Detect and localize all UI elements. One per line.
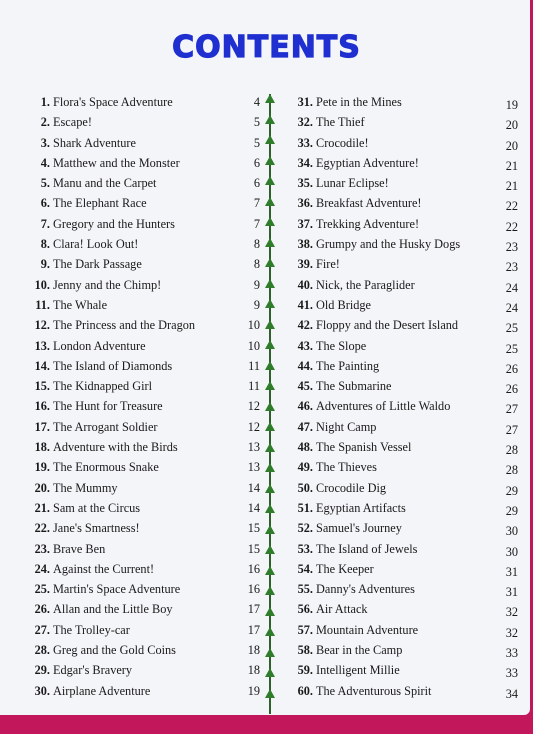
toc-entry bbox=[286, 356, 518, 376]
entry-number: 2. bbox=[40, 115, 50, 130]
entry-page-number: 15 bbox=[247, 541, 260, 556]
entry-page-number: 34 bbox=[505, 686, 518, 701]
toc-entry bbox=[286, 579, 518, 599]
entry-title: Jenny and the Chimp! bbox=[53, 277, 162, 292]
toc-entry bbox=[286, 457, 518, 477]
entry-number: 3. bbox=[40, 135, 50, 150]
entry-title: Night Camp bbox=[316, 419, 377, 434]
toc-entry bbox=[286, 315, 518, 335]
entry-title: Breakfast Adventure! bbox=[316, 196, 422, 211]
entry-page-number: 14 bbox=[247, 480, 260, 495]
entry-number: 25. bbox=[34, 582, 50, 597]
entry-title: The Adventurous Spirit bbox=[316, 683, 432, 698]
arrow-up-icon bbox=[265, 340, 275, 349]
entry-title: Fire! bbox=[316, 257, 340, 272]
entry-page-number: 26 bbox=[505, 361, 518, 376]
arrow-up-icon bbox=[265, 135, 275, 144]
entry-number: 13. bbox=[34, 338, 50, 353]
toc-entry bbox=[286, 133, 518, 153]
entry-number: 15. bbox=[34, 379, 50, 394]
toc-entry bbox=[24, 620, 260, 640]
entry-page-number: 12 bbox=[247, 399, 260, 414]
toc-entry bbox=[286, 396, 518, 416]
arrow-up-icon bbox=[265, 94, 275, 103]
entry-page-number: 7 bbox=[253, 216, 260, 231]
entry-title: Airplane Adventure bbox=[53, 683, 151, 698]
arrow-up-icon bbox=[265, 463, 275, 472]
entry-number: 29. bbox=[34, 663, 50, 678]
entry-number: 27. bbox=[34, 622, 50, 637]
entry-title: London Adventure bbox=[53, 338, 146, 353]
toc-entry bbox=[24, 681, 260, 701]
entry-title: Samuel's Journey bbox=[316, 521, 402, 536]
arrow-up-icon bbox=[265, 361, 275, 370]
entry-title: The Princess and the Dragon bbox=[53, 318, 196, 333]
entry-number: 44. bbox=[297, 358, 313, 373]
entry-number: 1. bbox=[40, 95, 50, 109]
entry-number: 46. bbox=[297, 399, 313, 414]
entry-number: 56. bbox=[297, 602, 313, 617]
entry-number: 31. bbox=[297, 95, 313, 109]
entry-number: 19. bbox=[34, 460, 50, 475]
toc-entry bbox=[286, 336, 518, 356]
entry-number: 53. bbox=[297, 541, 313, 556]
toc-entry bbox=[286, 478, 518, 498]
entry-number: 58. bbox=[297, 643, 313, 658]
toc-entry bbox=[24, 457, 260, 477]
entry-number: 7. bbox=[40, 216, 50, 231]
toc-entry bbox=[286, 254, 518, 274]
toc-entry bbox=[24, 518, 260, 538]
entry-title: Crocodile Dig bbox=[316, 480, 387, 495]
arrow-up-icon bbox=[265, 566, 275, 575]
entry-page-number: 19 bbox=[247, 683, 260, 698]
entry-number: 48. bbox=[297, 440, 313, 455]
entry-title: Greg and the Gold Coins bbox=[53, 643, 176, 658]
entry-page-number: 20 bbox=[505, 118, 518, 133]
entry-page-number: 31 bbox=[505, 564, 518, 579]
toc-entry bbox=[24, 640, 260, 660]
entry-page-number: 33 bbox=[505, 646, 518, 661]
toc-entry bbox=[24, 92, 260, 112]
arrow-up-icon bbox=[265, 176, 275, 185]
entry-page-number: 18 bbox=[247, 663, 260, 678]
entry-page-number: 29 bbox=[505, 503, 518, 518]
entry-number: 60. bbox=[297, 683, 313, 698]
entry-title: Allan and the Little Boy bbox=[53, 602, 173, 617]
entry-number: 32. bbox=[297, 115, 313, 130]
toc-entry bbox=[24, 376, 260, 396]
entry-number: 11. bbox=[35, 297, 50, 312]
toc-entry bbox=[286, 295, 518, 315]
entry-title: Crocodile! bbox=[316, 135, 369, 150]
entry-title: The Keeper bbox=[316, 561, 374, 576]
toc-entry bbox=[286, 376, 518, 396]
arrow-up-icon bbox=[265, 156, 275, 165]
entry-title: The Painting bbox=[316, 358, 380, 373]
toc-entry bbox=[286, 498, 518, 518]
entry-title: The Thieves bbox=[316, 460, 377, 475]
entry-number: 4. bbox=[40, 155, 50, 170]
entry-page-number: 9 bbox=[253, 277, 260, 292]
arrow-up-icon bbox=[265, 238, 275, 247]
entry-page-number: 25 bbox=[505, 341, 518, 356]
entry-number: 16. bbox=[34, 399, 50, 414]
entry-title: The Trolley-car bbox=[53, 622, 130, 637]
arrow-up-icon bbox=[265, 258, 275, 267]
toc-entry bbox=[24, 356, 260, 376]
entry-page-number: 23 bbox=[505, 240, 518, 255]
entry-title: Pete in the Mines bbox=[316, 95, 402, 109]
entry-page-number: 26 bbox=[505, 382, 518, 397]
entry-title: Brave Ben bbox=[53, 541, 106, 556]
entry-number: 40. bbox=[297, 277, 313, 292]
entry-title: The Hunt for Treasure bbox=[53, 399, 163, 414]
arrow-up-icon bbox=[265, 648, 275, 657]
entry-page-number: 33 bbox=[505, 666, 518, 681]
entry-number: 51. bbox=[297, 500, 313, 515]
entry-title: The Mummy bbox=[53, 480, 118, 495]
toc-entry bbox=[24, 295, 260, 315]
entry-page-number: 5 bbox=[253, 115, 260, 130]
toc-entry bbox=[24, 254, 260, 274]
arrow-up-icon bbox=[265, 279, 275, 288]
entry-title: The Thief bbox=[316, 115, 365, 130]
entry-number: 8. bbox=[40, 237, 50, 252]
entry-page-number: 10 bbox=[247, 318, 260, 333]
entry-number: 38. bbox=[297, 237, 313, 252]
toc-entry bbox=[24, 275, 260, 295]
entry-page-number: 30 bbox=[505, 544, 518, 559]
entry-number: 41. bbox=[297, 297, 313, 312]
entry-title: Flora's Space Adventure bbox=[53, 95, 173, 109]
arrow-up-icon bbox=[265, 484, 275, 493]
arrow-up-icon bbox=[265, 422, 275, 431]
toc-entry bbox=[286, 559, 518, 579]
entry-number: 59. bbox=[297, 663, 313, 678]
toc-entry bbox=[286, 92, 518, 112]
entry-number: 21. bbox=[34, 500, 50, 515]
entry-number: 45. bbox=[297, 379, 313, 394]
entry-number: 43. bbox=[297, 338, 313, 353]
arrow-up-icon bbox=[265, 586, 275, 595]
toc-entry bbox=[286, 660, 518, 680]
entry-title: Air Attack bbox=[316, 602, 368, 617]
entry-page-number: 14 bbox=[247, 500, 260, 515]
entry-number: 42. bbox=[297, 318, 313, 333]
entry-page-number: 9 bbox=[253, 297, 260, 312]
entry-number: 17. bbox=[34, 419, 50, 434]
toc-entry bbox=[24, 559, 260, 579]
entry-page-number: 18 bbox=[247, 643, 260, 658]
toc-entry bbox=[24, 193, 260, 213]
entry-number: 22. bbox=[34, 521, 50, 536]
entry-page-number: 24 bbox=[505, 300, 518, 315]
entry-page-number: 8 bbox=[253, 257, 260, 272]
toc-entry bbox=[24, 336, 260, 356]
toc-entry bbox=[24, 579, 260, 599]
toc-entry bbox=[286, 214, 518, 234]
entry-number: 36. bbox=[297, 196, 313, 211]
entry-title: The Elephant Race bbox=[53, 196, 147, 211]
entry-number: 34. bbox=[297, 155, 313, 170]
entry-page-number: 31 bbox=[505, 585, 518, 600]
entry-number: 50. bbox=[297, 480, 313, 495]
entry-title: Adventures of Little Waldo bbox=[316, 399, 451, 414]
entry-page-number: 19 bbox=[505, 98, 518, 112]
toc-entry bbox=[286, 112, 518, 132]
entry-page-number: 16 bbox=[247, 582, 260, 597]
toc-entry bbox=[24, 133, 260, 153]
arrow-up-icon bbox=[265, 115, 275, 124]
entry-page-number: 13 bbox=[247, 440, 260, 455]
contents-list-right bbox=[286, 92, 518, 701]
toc-entry bbox=[24, 660, 260, 680]
toc-entry bbox=[286, 173, 518, 193]
toc-entry bbox=[24, 153, 260, 173]
entry-number: 49. bbox=[297, 460, 313, 475]
entry-page-number: 28 bbox=[505, 443, 518, 458]
entry-title: Sam at the Circus bbox=[53, 500, 141, 515]
toc-entry bbox=[286, 193, 518, 213]
arrow-up-icon bbox=[265, 689, 275, 698]
entry-page-number: 11 bbox=[248, 358, 260, 373]
entry-page-number: 20 bbox=[505, 138, 518, 153]
contents-list-left bbox=[24, 92, 260, 701]
toc-entry bbox=[286, 153, 518, 173]
entry-page-number: 22 bbox=[505, 219, 518, 234]
entry-title: The Kidnapped Girl bbox=[53, 379, 153, 394]
arrow-up-icon bbox=[265, 545, 275, 554]
entry-title: Trekking Adventure! bbox=[316, 216, 420, 231]
entry-page-number: 6 bbox=[253, 155, 260, 170]
entry-number: 5. bbox=[40, 176, 50, 191]
entry-number: 18. bbox=[34, 440, 50, 455]
entry-title: Danny's Adventures bbox=[316, 582, 415, 597]
entry-page-number: 12 bbox=[247, 419, 260, 434]
entry-title: Mountain Adventure bbox=[316, 622, 419, 637]
entry-number: 54. bbox=[297, 561, 313, 576]
toc-entry bbox=[286, 539, 518, 559]
entry-title: The Submarine bbox=[316, 379, 392, 394]
entry-title: Nick, the Paraglider bbox=[316, 277, 415, 292]
toc-entry bbox=[24, 599, 260, 619]
toc-entry bbox=[24, 315, 260, 335]
entry-title: The Dark Passage bbox=[53, 257, 142, 272]
entry-number: 52. bbox=[297, 521, 313, 536]
toc-entry bbox=[24, 539, 260, 559]
toc-entry bbox=[286, 234, 518, 254]
entry-title: The Enormous Snake bbox=[53, 460, 159, 475]
entry-number: 23. bbox=[34, 541, 50, 556]
toc-entry bbox=[24, 417, 260, 437]
entry-title: Grumpy and the Husky Dogs bbox=[316, 237, 461, 252]
entry-number: 30. bbox=[34, 683, 50, 698]
entry-number: 28. bbox=[34, 643, 50, 658]
arrow-up-icon bbox=[265, 668, 275, 677]
entry-number: 12. bbox=[34, 318, 50, 333]
entry-title: Egyptian Adventure! bbox=[316, 155, 419, 170]
entry-title: Clara! Look Out! bbox=[53, 237, 139, 252]
entry-title: The Island of Jewels bbox=[316, 541, 418, 556]
entry-title: Edgar's Bravery bbox=[53, 663, 133, 678]
toc-entry bbox=[286, 437, 518, 457]
entry-title: Escape! bbox=[53, 115, 92, 130]
entry-number: 47. bbox=[297, 419, 313, 434]
entry-page-number: 17 bbox=[247, 622, 260, 637]
entry-title: Against the Current! bbox=[53, 561, 155, 576]
entry-page-number: 28 bbox=[505, 463, 518, 478]
arrow-up-icon bbox=[265, 607, 275, 616]
entry-page-number: 15 bbox=[247, 521, 260, 536]
entry-number: 20. bbox=[34, 480, 50, 495]
entry-title: Martin's Space Adventure bbox=[53, 582, 181, 597]
entry-title: The Slope bbox=[316, 338, 367, 353]
toc-entry bbox=[286, 681, 518, 701]
entry-title: Shark Adventure bbox=[53, 135, 136, 150]
entry-page-number: 5 bbox=[253, 135, 260, 150]
entry-page-number: 32 bbox=[505, 625, 518, 640]
toc-entry bbox=[24, 396, 260, 416]
entry-number: 55. bbox=[297, 582, 313, 597]
entry-title: The Whale bbox=[53, 297, 108, 312]
entry-page-number: 8 bbox=[253, 237, 260, 252]
entry-page-number: 29 bbox=[505, 483, 518, 498]
entry-title: Egyptian Artifacts bbox=[316, 500, 406, 515]
entry-number: 14. bbox=[34, 358, 50, 373]
entry-page-number: 11 bbox=[248, 379, 260, 394]
entry-title: Adventure with the Birds bbox=[53, 440, 178, 455]
arrow-up-icon bbox=[265, 504, 275, 513]
entry-number: 10. bbox=[34, 277, 50, 292]
toc-entry bbox=[286, 518, 518, 538]
entry-title: Jane's Smartness! bbox=[53, 521, 140, 536]
arrow-up-icon bbox=[265, 402, 275, 411]
entry-number: 6. bbox=[40, 196, 50, 211]
entry-title: Gregory and the Hunters bbox=[53, 216, 175, 231]
toc-entry bbox=[286, 417, 518, 437]
entry-title: Intelligent Millie bbox=[316, 663, 400, 678]
entry-page-number: 24 bbox=[505, 280, 518, 295]
entry-page-number: 7 bbox=[253, 196, 260, 211]
arrow-up-icon bbox=[265, 443, 275, 452]
entry-number: 57. bbox=[297, 622, 313, 637]
entry-number: 26. bbox=[34, 602, 50, 617]
entry-number: 39. bbox=[297, 257, 313, 272]
entry-title: Matthew and the Monster bbox=[53, 155, 180, 170]
toc-entry bbox=[24, 234, 260, 254]
toc-entry bbox=[24, 173, 260, 193]
arrow-up-icon bbox=[265, 320, 275, 329]
entry-title: The Arrogant Soldier bbox=[53, 419, 158, 434]
arrow-up-icon bbox=[265, 381, 275, 390]
entry-page-number: 22 bbox=[505, 199, 518, 214]
entry-number: 37. bbox=[297, 216, 313, 231]
entry-number: 9. bbox=[40, 257, 50, 272]
toc-entry bbox=[24, 214, 260, 234]
toc-entry bbox=[24, 498, 260, 518]
entry-number: 24. bbox=[34, 561, 50, 576]
toc-entry bbox=[24, 437, 260, 457]
entry-number: 35. bbox=[297, 176, 313, 191]
entry-page-number: 10 bbox=[247, 338, 260, 353]
entry-page-number: 30 bbox=[505, 524, 518, 539]
toc-entry bbox=[286, 275, 518, 295]
entry-title: The Island of Diamonds bbox=[53, 358, 173, 373]
entry-page-number: 13 bbox=[247, 460, 260, 475]
entry-page-number: 27 bbox=[505, 422, 518, 437]
arrow-up-icon bbox=[265, 299, 275, 308]
entry-title: Bear in the Camp bbox=[316, 643, 403, 658]
entry-title: Manu and the Carpet bbox=[53, 176, 157, 191]
toc-entry bbox=[286, 599, 518, 619]
arrow-up-icon bbox=[265, 525, 275, 534]
entry-page-number: 4 bbox=[253, 95, 260, 109]
entry-page-number: 17 bbox=[247, 602, 260, 617]
entry-title: Floppy and the Desert Island bbox=[316, 318, 459, 333]
arrow-up-icon bbox=[265, 217, 275, 226]
entry-page-number: 6 bbox=[253, 176, 260, 191]
entry-page-number: 23 bbox=[505, 260, 518, 275]
entry-title: Lunar Eclipse! bbox=[316, 176, 389, 191]
page-title: CONTENTS bbox=[172, 30, 361, 65]
toc-entry bbox=[286, 640, 518, 660]
entry-number: 33. bbox=[297, 135, 313, 150]
entry-page-number: 32 bbox=[505, 605, 518, 620]
entry-page-number: 16 bbox=[247, 561, 260, 576]
toc-entry bbox=[24, 478, 260, 498]
toc-entry bbox=[24, 112, 260, 132]
entry-page-number: 25 bbox=[505, 321, 518, 336]
entry-page-number: 21 bbox=[505, 179, 518, 194]
entry-title: The Spanish Vessel bbox=[316, 440, 412, 455]
entry-page-number: 27 bbox=[505, 402, 518, 417]
arrow-up-icon bbox=[265, 197, 275, 206]
entry-page-number: 21 bbox=[505, 158, 518, 173]
entry-title: Old Bridge bbox=[316, 297, 371, 312]
toc-entry bbox=[286, 620, 518, 640]
arrow-up-icon bbox=[265, 627, 275, 636]
